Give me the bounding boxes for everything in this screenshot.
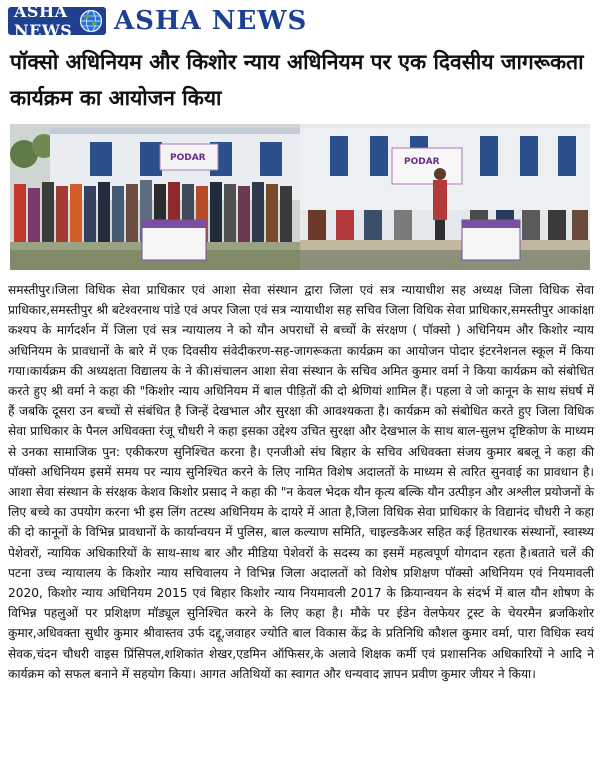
event-photo-right-image bbox=[300, 124, 590, 270]
headline: पॉक्सो अधिनियम और किशोर न्याय अधिनियम पर एक दिवसीय जागरूकता कार्यक्रम का आयोजन किया bbox=[10, 50, 584, 110]
masthead bbox=[8, 2, 592, 40]
podar-banner-text-right: PODAR bbox=[404, 157, 440, 167]
photo-strip bbox=[10, 124, 590, 270]
podar-banner-text-left: PODAR bbox=[170, 153, 206, 163]
masthead-title: ASHA NEWS bbox=[114, 6, 308, 36]
speaker-figure bbox=[433, 168, 447, 248]
event-photo-left-image bbox=[10, 124, 300, 270]
event-photo-right[interactable] bbox=[300, 124, 590, 270]
event-photo-left[interactable] bbox=[10, 124, 300, 270]
asha-news-logo[interactable] bbox=[8, 2, 106, 40]
logo-text: ASHA NEWS bbox=[14, 2, 73, 40]
globe-icon bbox=[79, 9, 103, 33]
article-body: समस्तीपुर।जिला विधिक सेवा प्राधिकार एवं आशा सेवा संस्थान द्वारा जिला एवं सत्र न्यायाधीश सह अध्यक्ष जिला विधिक सेवा प्राधिकार,समस्तीपुर श्री बटेश्वरनाथ पांडे एवं अपर जिला एवं सत्र न्यायाधीश सह सचिव जिला विधिक सेवा प्राधिकार,समस्तीपुर आकांक्षा कश्यप के मार्गदर्शन में जिला एवं सत्र न्यायालय ने को यौन अपराधों से बच्चों के संरक्षण ( पॉक्सो ) अधिनियम और किशोर न्याय अधिनियम के प्रावधानों के बारे में एक दिवसीय संवेदीकरण-सह-जागरूकता कार्यक्रम का आयोजन पोदार इंटरनेशनल स्कूल में किया गया।कार्यक्रम की अध्यक्षता विद्यालय के ने की।संचालन आशा सेवा संस्थान के सचिव अमित कुमार वर्मा ने किया कार्यक्रम को संबोधित करते हुए श्री वर्मा ने कहा की "किशोर न्याय अधिनियम में बाल पीड़ितों की दो श्रेणियां शामिल हैं। पहला वे जो कानून के साथ संघर्ष में हैं जबकि दूसरा उन बच्चों से संबंधित है जिन्हें देखभाल और सुरक्षा की आवश्यकता है। कार्यक्रम को संबोधित करते हुए जिला विधिक सेवा प्राधिकार के पैनल अधिवक्ता रंजू चौधरी ने कहा इसका उद्देश्य उचित सुरक्षा और देखभाल के साथ बाल-सुलभ दृष्टिकोण के माध्यम से उनका सामाजिक पुन: एकीकरण सुनिश्चित करना है। एनजीओ संघ बिहार के सचिव अधिवक्ता संजय कुमार बबलू ने कहा की पॉक्सो अधिनियम इसमें समय पर न्याय सुनिश्चित करने के लिए नामित विशेष अदालतों के माध्यम से त्वरित सुनवाई का प्रावधान है।आशा सेवा संस्थान के संरक्षक केशव किशोर प्रसाद ने कहा की "न केवल भेदक यौन कृत्य बल्कि यौन उत्पीड़न और अश्लील प्रयोजनों के लिए बच्चे का उपयोग करना भी इस लिंग तटस्थ अधिनियम के दायरे में आता है,जिला विधिक सेवा प्राधिकार के विद्यानंद चौधरी ने कहा की दो कानूनों के विभिन्न प्रावधानों के कार्यान्वयन में पुलिस, बाल कल्याण समिति, चाइल्डकैअर सहित कई हितधारक संस्थानों, स्वास्थ्य पेशेवरों, न्यायिक अधिकारियों के साथ-साथ बार और मीडिया पेशेवरों के सदस्य का इसमें महत्वपूर्ण योगदान रहता है।बताते चलें की पटना उच्च न्यायालय के किशोर न्याय सचिवालय ने विभिन्न जिला अदालतों को विशेष प्रशिक्षण पॉक्सो अधिनियम एवं नियमावली 2020, किशोर न्याय अधिनियम 2015 एवं बिहार किशोर न्याय नियमावली 2017 के क्रियान्वयन के संदर्भ में बाल यौन शोषण के विभिन्न पहलुओं पर प्रशिक्षण मॉड्यूल सुनिश्चित करने के लिए कहा है। मौके पर ईडेन वेलफेयर ट्रस्ट के चेयरमैन ब्रजकिशोर कुमार,अधिवक्ता सुधीर कुमार श्रीवास्तव उर्फ दद्दू,जवाहर ज्योति बाल विकास केंद्र के प्रतिनिधि कौशल कुमार वर्मा, पारा विधिक स्वयं सेवक,चंदन चौधरी वाइस प्रिंसिपल,शशिकांत शेखर,एडमिन ऑफिसर,के अलावे शिक्षक कर्मी एवं प्रशासनिक अधिकारियों ने आदि ने कार्यक्रम को सफल बनाने में सहयोग किया। आगत अतिथियों का स्वागत और धन्यवाद ज्ञापन प्रवीण कुमार जीयर ने किया। bbox=[8, 283, 594, 681]
